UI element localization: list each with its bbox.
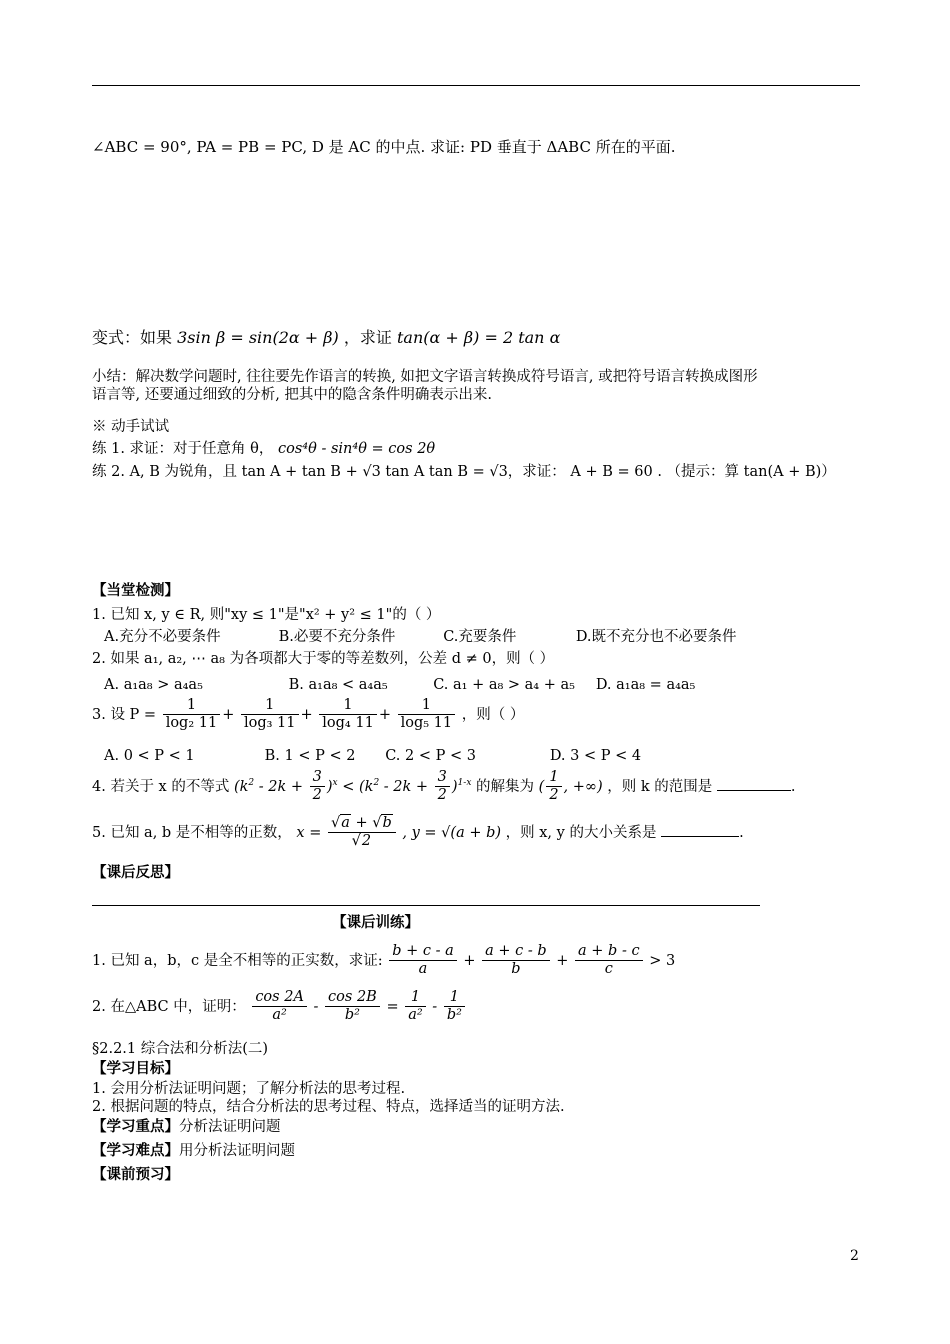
q3-frac-3-den: log₄ 11: [322, 714, 374, 731]
q3-frac-3: [319, 698, 377, 732]
summary-text-1: 小结：解决数学问题时, 往往要先作语言的转换, 如把文字语言转换成符号语言, 或把符号语言转换成图形: [92, 369, 758, 385]
hw-q2-f3-num: 1: [405, 990, 425, 1007]
hw-q1-prefix: 1. 已知 a，b，c 是全不相等的正实数，求证:: [92, 953, 383, 970]
hw-q1-inequality: $\frac{b + c - a}{a}$ + $\frac{a + c - b}{b}$ + $\frac{a + b - c}{c}$: [387, 953, 649, 969]
hw-q2-f1-num: cos 2A: [252, 990, 307, 1007]
q3-frac-2-num: 1: [241, 698, 299, 715]
check-q3-options: [104, 747, 641, 765]
difficulty-heading: 【学习难点】: [92, 1143, 179, 1159]
q4-inequality: ($k^2 - 2k$ + $\frac{3}{2}$ )$^x < (k^2 - 2k$ + $\frac{3}{2}$ )$^{1-x}$: [233, 769, 472, 803]
check-heading: [92, 582, 179, 600]
q3-frac-2: [241, 698, 299, 732]
exercise-2-text: A, B 为锐角，且 tan A + tan B + √3 tan A tan B = √3，求证： A + B = 60 . （提示：算 tan(A + B)）: [129, 464, 836, 480]
q1-option-c: C.充要条件: [443, 629, 517, 645]
q2-option-c: C. a₁ + a₈ > a₄ + a₅: [433, 677, 575, 693]
q2-option-a: A. a₁a₈ > a₄a₅: [104, 677, 203, 693]
check-q1: [92, 606, 440, 624]
q2-option-d: D. a₁a₈ = a₄a₅: [595, 677, 696, 693]
q3-option-d: D. 3 < P < 4: [549, 748, 642, 764]
goals-heading-text: 【学习目标】: [92, 1061, 179, 1077]
exercise-1: [92, 440, 435, 458]
check-q1-text: 1. 已知 x, y ∈ R, 则"xy ≤ 1"是"x² + y² ≤ 1"的（ ）: [92, 607, 441, 623]
exercise-2: [92, 463, 836, 481]
goal-1-text: 1. 会用分析法证明问题；了解分析法的思考过程.: [92, 1081, 406, 1097]
q3-prefix: 3. 设 P =: [92, 707, 157, 724]
section-title: [92, 1040, 268, 1058]
q3-option-b: B. 1 < P < 2: [264, 748, 356, 764]
variant-premise: 3sin β = sin(2α + β): [177, 328, 339, 347]
q3-frac-4: [398, 698, 456, 732]
hw-q2-prefix: 2. 在△ABC 中，证明：: [92, 999, 246, 1016]
check-q5: 5. 已知 a, b 是不相等的正数， x = $\frac{√a + √b}{√2}$ , y = √(a + b) ，则 x, y 的大小关系是 .: [92, 815, 744, 849]
exercise-2-label: 练 2.: [92, 464, 125, 480]
key-point: [92, 1118, 281, 1136]
q4-suffix: ，则 k 的范围是: [607, 779, 713, 796]
q3-option-c: C. 2 < P < 3: [385, 748, 476, 764]
key-heading: 【学习重点】: [92, 1119, 179, 1135]
q1-option-d: D.既不充分也不必要条件: [575, 629, 737, 645]
reflection-heading-text: 【课后反思】: [92, 865, 179, 881]
q3-frac-1-den: log₂ 11: [165, 714, 218, 731]
goals-heading: [92, 1060, 179, 1078]
check-q2-text: 2. 如果 a₁, a₂, ⋯ a₈ 为各项都大于零的等差数列，公差 d ≠ 0，则（ ）: [92, 651, 555, 667]
hw-q2-f3-den: a²: [408, 1006, 423, 1023]
variant-label: 变式：如果: [92, 328, 173, 347]
q3-suffix: ，则（ ）: [461, 707, 525, 724]
q3-frac-4-den: log₅ 11: [400, 714, 453, 731]
variant-line: [92, 328, 560, 348]
reflection-heading: [92, 864, 179, 882]
section-title-text: §2.2.1 综合法和分析法(二): [92, 1041, 269, 1057]
hw-q2-f2-num: cos 2B: [325, 990, 380, 1007]
top-rule: [92, 85, 860, 86]
variant-mid: ，求证: [343, 328, 392, 347]
preview-heading: [92, 1166, 179, 1184]
q5-y-def: , y = √(a + b): [402, 825, 502, 842]
check-q2-options: [104, 676, 695, 694]
intro-problem: [92, 138, 676, 157]
hw-q2-f4-den: b²: [446, 1006, 462, 1023]
exercise-1-formula: cos⁴θ - sin⁴θ = cos 2θ: [278, 441, 436, 457]
q1-option-a: A.充分不必要条件: [104, 629, 221, 645]
intro-text: ∠ABC = 90°, PA = PB = PC, D 是 AC 的中点. 求证: PD 垂直于 ΔABC 所在的平面.: [92, 138, 676, 156]
homework-q1: [92, 944, 675, 978]
summary-text-2: 语言等, 还要通过细致的分析, 把其中的隐含条件明确表示出来.: [92, 387, 493, 403]
check-q2: [92, 650, 554, 668]
q3-frac-1-num: 1: [163, 698, 221, 715]
hw-q2-f4-num: 1: [444, 990, 465, 1007]
hw-q2-identity: $\frac{\cos 2A}{\text{a²}}$ - $\frac{\cos 2B}{\text{b²}}$ = $\frac{1}{\text{a²}}$ - $\frac{1}{\text{b²}}$: [250, 999, 467, 1015]
q5-answer-blank[interactable]: [661, 836, 739, 837]
q4-prefix: 4. 若关于 x 的不等式: [92, 779, 230, 796]
check-q1-options: [104, 628, 737, 646]
q4-interval: ( $\frac{1}{2}$ , +∞): [538, 769, 603, 803]
q5-suffix: ，则 x, y 的大小关系是: [505, 825, 657, 842]
homework-heading: [332, 914, 419, 932]
practice-heading-text: ※ 动手试试: [92, 419, 170, 435]
check-heading-text: 【当堂检测】: [92, 583, 179, 599]
q4-mid: 的解集为: [476, 779, 535, 796]
q5-prefix: 5. 已知 a, b 是不相等的正数，: [92, 825, 292, 842]
q3-option-a: A. 0 < P < 1: [104, 748, 195, 764]
difficulty-point: [92, 1142, 295, 1160]
summary-line2: [92, 386, 492, 404]
page-number: [850, 1248, 859, 1266]
mid-rule: [92, 905, 760, 906]
goal-2-text: 2. 根据问题的特点，结合分析法的思考过程、特点，选择适当的证明方法.: [92, 1099, 565, 1115]
difficulty-text: 用分析法证明问题: [179, 1143, 295, 1159]
homework-heading-text: 【课后训练】: [332, 915, 419, 931]
page-number-text: 2: [850, 1248, 859, 1264]
homework-q2: [92, 990, 467, 1024]
practice-heading: [92, 418, 169, 436]
q5-x-def: x = $\frac{√a + √b}{√2}$: [296, 825, 397, 841]
key-text: 分析法证明问题: [179, 1119, 281, 1135]
variant-goal: tan(α + β) = 2 tan α: [396, 328, 561, 347]
hw-q2-f2-den: b²: [344, 1006, 360, 1023]
summary-line1: [92, 368, 758, 386]
q3-frac-3-num: 1: [319, 698, 377, 715]
exercise-1-label: 练 1. 求证：对于任意角 θ，: [92, 441, 274, 457]
q3-frac-4-num: 1: [398, 698, 456, 715]
check-q4: 4. 若关于 x 的不等式 ($k^2 - 2k$ + $\frac{3}{2}$ )$^x < (k^2 - 2k$ + $\frac{3}{2}$ )$^{1-x}$ 的解集为 ( $\frac{1}{2}$ , +∞) ，则 k 的范围是 .: [92, 769, 796, 803]
q3-frac-2-den: log₃ 11: [243, 714, 296, 731]
goal-2: [92, 1098, 565, 1116]
goal-1: [92, 1080, 405, 1098]
check-q3: 3. 设 P = $\frac{1}{\text{log₂ 11}}$ + $\frac{1}{\text{log₃ 11}}$ + $\frac{1}{\text{log₄ 11}}$ + $\frac{1}{\text{log₅ 11}}$ ，则（ ）: [92, 697, 525, 731]
hw-q2-f1-den: a²: [272, 1006, 287, 1023]
q4-answer-blank[interactable]: [717, 790, 791, 791]
q2-option-b: B. a₁a₈ < a₄a₅: [288, 677, 388, 693]
hw-q1-suffix: > 3: [649, 953, 676, 970]
q3-frac-1: [163, 698, 221, 732]
q1-option-b: B.必要不充分条件: [278, 629, 396, 645]
preview-heading-text: 【课前预习】: [92, 1167, 179, 1183]
